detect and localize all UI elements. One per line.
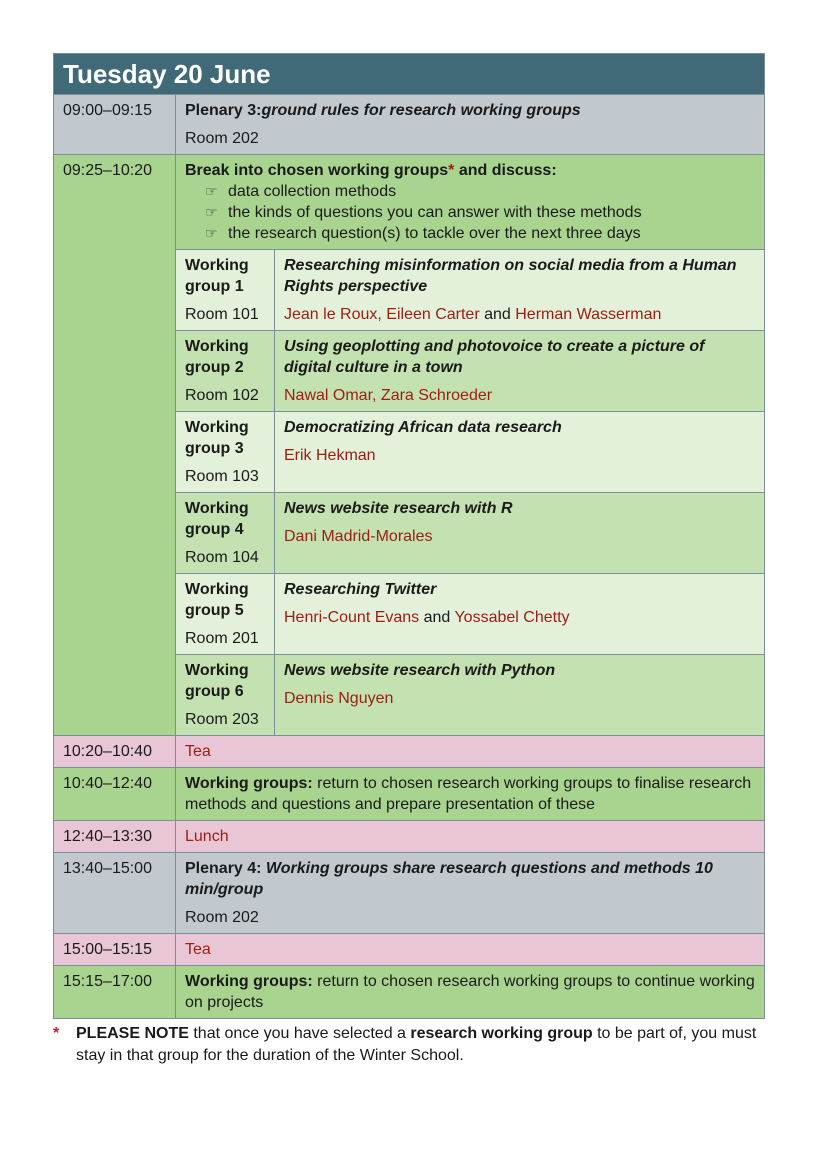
speaker-list: Henri-Count Evans and Yossabel Chetty bbox=[284, 609, 570, 626]
room-label: Room 102 bbox=[185, 387, 259, 404]
working-group-label: Working group 5 bbox=[185, 581, 249, 619]
working-group-cell bbox=[176, 655, 275, 736]
breakout-row bbox=[54, 155, 765, 250]
room-label: Room 203 bbox=[185, 711, 259, 728]
working-group-cell bbox=[176, 412, 275, 493]
pointing-hand-icon: ☞ bbox=[205, 204, 218, 220]
session-title-italic: ground rules for research working groups bbox=[261, 102, 581, 119]
day-header-row bbox=[54, 54, 765, 95]
working-group-title: News website research with Python bbox=[284, 662, 556, 679]
speaker-list: Nawal Omar, Zara Schroeder bbox=[284, 387, 493, 404]
time-cell: 12:40–13:30 bbox=[54, 821, 176, 853]
working-group-topic-cell bbox=[275, 655, 765, 736]
plenary-3-row bbox=[54, 95, 765, 155]
break-label: Lunch bbox=[176, 821, 765, 853]
footnote bbox=[53, 1023, 765, 1067]
break-label: Tea bbox=[176, 736, 765, 768]
time-cell: 13:40–15:00 bbox=[54, 853, 176, 934]
room-label: Room 201 bbox=[185, 630, 259, 647]
speaker-list: Jean le Roux, Eileen Carter and Herman Wasserman bbox=[284, 306, 662, 323]
discussion-list bbox=[185, 181, 755, 244]
session-cell bbox=[176, 966, 765, 1019]
working-group-title: Democratizing African data research bbox=[284, 419, 562, 436]
session-title-lead: Working groups: bbox=[185, 775, 313, 792]
session-cell bbox=[176, 155, 765, 250]
list-item: ☞ data collection methods bbox=[205, 183, 397, 200]
pointing-hand-icon: ☞ bbox=[205, 225, 218, 241]
asterisk-mark: * bbox=[53, 1025, 60, 1042]
asterisk-mark: * bbox=[448, 162, 455, 179]
session-title bbox=[185, 100, 755, 121]
working-group-topic-cell bbox=[275, 574, 765, 655]
plenary-4-row bbox=[54, 853, 765, 934]
time-cell: 15:15–17:00 bbox=[54, 966, 176, 1019]
footnote-text: PLEASE NOTE that once you have selected a research working group to be part of, you must stay in that group for the duration of the Winter School. bbox=[76, 1025, 757, 1064]
session-cell bbox=[176, 853, 765, 934]
working-group-topic-cell bbox=[275, 412, 765, 493]
working-group-cell bbox=[176, 331, 275, 412]
time-cell: 10:40–12:40 bbox=[54, 768, 176, 821]
time-cell: 09:25–10:20 bbox=[54, 155, 176, 736]
room-label: Room 202 bbox=[185, 909, 259, 926]
working-group-title: News website research with R bbox=[284, 500, 513, 517]
session-title-tail: and discuss: bbox=[454, 162, 557, 179]
working-group-label: Working group 3 bbox=[185, 419, 249, 457]
working-group-label: Working group 2 bbox=[185, 338, 249, 376]
room-label: Room 202 bbox=[185, 130, 259, 147]
session-title bbox=[185, 160, 755, 181]
working-group-label: Working group 6 bbox=[185, 662, 249, 700]
session-description: return to chosen research working groups to continue working on projects bbox=[185, 973, 755, 1011]
list-item: ☞ the kinds of questions you can answer with these methods bbox=[205, 204, 642, 221]
time-cell: 15:00–15:15 bbox=[54, 934, 176, 966]
day-title: Tuesday 20 June bbox=[54, 54, 765, 95]
session-description: return to chosen research working groups to finalise research methods and questions and prepare presentation of these bbox=[185, 775, 752, 813]
lunch-row bbox=[54, 821, 765, 853]
session-cell bbox=[176, 95, 765, 155]
working-group-topic-cell bbox=[275, 331, 765, 412]
working-group-cell bbox=[176, 250, 275, 331]
session-title-lead: Plenary 3: bbox=[185, 102, 262, 119]
session-title-lead: Plenary 4: bbox=[185, 860, 262, 877]
working-group-label: Working group 1 bbox=[185, 257, 249, 295]
working-group-title: Researching Twitter bbox=[284, 581, 437, 598]
session-cell bbox=[176, 768, 765, 821]
session-title bbox=[185, 858, 755, 900]
time-cell: 10:20–10:40 bbox=[54, 736, 176, 768]
tea-row bbox=[54, 736, 765, 768]
session-title-italic: Working groups share research questions and methods 10 min/group bbox=[185, 860, 713, 898]
working-group-label: Working group 4 bbox=[185, 500, 249, 538]
break-label: Tea bbox=[176, 934, 765, 966]
room-label: Room 101 bbox=[185, 306, 259, 323]
schedule-table bbox=[53, 53, 765, 1019]
working-groups-continue-row bbox=[54, 966, 765, 1019]
working-group-cell bbox=[176, 493, 275, 574]
working-group-cell bbox=[176, 574, 275, 655]
room-label: Room 104 bbox=[185, 549, 259, 566]
room-label: Room 103 bbox=[185, 468, 259, 485]
speaker-list: Dani Madrid-Morales bbox=[284, 528, 433, 545]
working-groups-finalise-row bbox=[54, 768, 765, 821]
list-item: ☞ the research question(s) to tackle over the next three days bbox=[205, 225, 641, 242]
tea-row bbox=[54, 934, 765, 966]
working-group-topic-cell bbox=[275, 250, 765, 331]
session-title-lead: Break into chosen working groups bbox=[185, 162, 449, 179]
speaker-list: Erik Hekman bbox=[284, 447, 376, 464]
time-cell: 09:00–09:15 bbox=[54, 95, 176, 155]
session-title-lead: Working groups: bbox=[185, 973, 313, 990]
pointing-hand-icon: ☞ bbox=[205, 183, 218, 199]
working-group-topic-cell bbox=[275, 493, 765, 574]
speaker-list: Dennis Nguyen bbox=[284, 690, 394, 707]
working-group-title: Using geoplotting and photovoice to create a picture of digital culture in a town bbox=[284, 338, 705, 376]
working-group-title: Researching misinformation on social media from a Human Rights perspective bbox=[284, 257, 737, 295]
